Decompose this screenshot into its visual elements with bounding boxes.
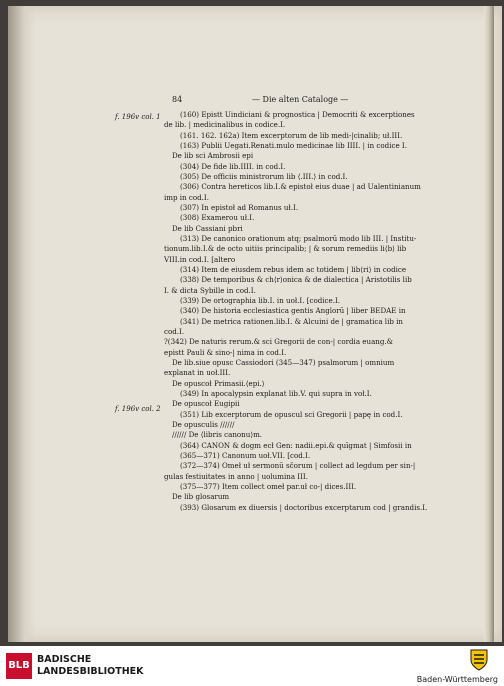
text-line: (308) Examerou uł.I. [180,213,255,222]
text-line: De opuscoł Eugipii [172,399,240,408]
text-line: (339) De ortographia lib.I. in uoł.I. [codice.I. [180,296,341,305]
text-line: imp in cod.I. [164,193,209,202]
running-head [172,95,492,107]
text-line: tionum.lib.I.& de octo uitiis principalib; | & sorum remediis li⟨b⟩ lib [164,244,407,253]
text-line: epistt Pauli & sino-| nima in cod.I. [164,348,287,357]
footer-bar [0,646,504,686]
text-line: (365—371) Canonum uoł.VII. [cod.I. [180,451,311,460]
text-line: (163) Publii Uegati.Renati.mulo medicinae lib IIII. | in codice I. [180,141,407,150]
blb-logo[interactable]: BLB [6,653,32,679]
library-name-line-2: LANDESBIBLIOTHEK [37,666,144,677]
text-line: de lib. | medicinalibus in codice.I. [164,120,286,129]
margin-note-col-1: f. 196v col. 1 [115,113,161,121]
text-line: (313) De canonico orationum atq; psalmorū modo lib III. | Institu- [180,234,417,243]
text-line: ?(342) De naturis rerum.& sci Gregorii de con-| cordia euang.& [164,337,393,346]
state-name: Baden-Württemberg [416,675,498,684]
text-line: De opusculis ////// [172,420,235,429]
text-line: (306) Contra hereticos lib.I.& epistoł eius duae | ad Ualentinianum [180,182,421,191]
text-line: De opuscoł Primasii.⟨epi.⟩ [172,379,265,388]
text-line: ////// De ⟨libris canonu⟩m. [172,430,263,439]
text-line: (349) In apocalypsin explanat lib.V. qui supra in voł.I. [180,389,372,398]
text-line: (160) Epistt Uindiciani & prognostica | Democriti & excerptiones [180,110,415,119]
text-line: (340) De historia ecclesiastica gentis Anglorū | liber BEDAE in [180,306,406,315]
book-gutter-shadow [8,6,36,642]
library-name-line-1: BADISCHE [37,654,92,665]
text-line: (351) Lib excerptorum de opuscul sci Gregorii | papę in cod.I. [180,410,403,419]
text-line: De lib sci Ambrosii epi [172,151,254,160]
text-line: (338) De temporibus & ch⟨r⟩onica & de dialectica | Aristotilis lib [180,275,412,284]
text-line: De lib glosarum [172,492,230,501]
margin-note-col-2: f. 196v col. 2 [115,405,161,413]
coat-of-arms-icon [468,648,490,672]
text-line: cod.I. [164,327,185,336]
text-line: (314) Item de eiusdem rebus idem ac totidem | lib⟨ri⟩ in codice [180,265,407,274]
page-number: 84 [172,95,183,104]
text-line: (393) Glosarum ex diuersis | doctoribus excerptarum cod | grandis.I. [180,503,428,512]
text-line: (341) De metrica rationen.lib.I. & Alcuini de | gramatica lib in [180,317,403,326]
text-line: (364) CANON & dogm ecł Gen: nadii.epi.& quīgmat | Simfosii in [180,441,412,450]
text-line: I. & dicta Sybille in cod.I. [164,286,256,295]
text-line: (304) De fide lib.IIII. in cod.I. [180,162,286,171]
text-line: (375—377) Item collect omeł par.uł co-| dices.III. [180,482,357,491]
text-line: (372—374) Omeł uł sermonū sčorum | collect ad legdum per sin-| [180,461,416,470]
running-head-title: — Die alten Cataloge — [252,95,349,104]
text-line: De lib.siue opusc Cassiodori (345—347) psalmorum | omnium [172,358,395,367]
text-line: explanat in uoł.III. [164,368,231,377]
text-line: De lib Cassiani pbri [172,224,243,233]
text-line: gulas festiuitates in anno | uoluminа III. [164,472,308,481]
library-name [37,654,144,678]
text-line: VIII.in cod.I. [altero [164,255,236,264]
text-line: (307) In epistoł ad Romanus uł.I. [180,203,299,212]
text-line: (305) De officiis ministrorum lib ⟨.III.⟩ in cod.I. [180,172,348,181]
text-line: (161. 162. 162a) Item excerptorum de lib medi-|cinalib; uł.III. [180,131,403,140]
